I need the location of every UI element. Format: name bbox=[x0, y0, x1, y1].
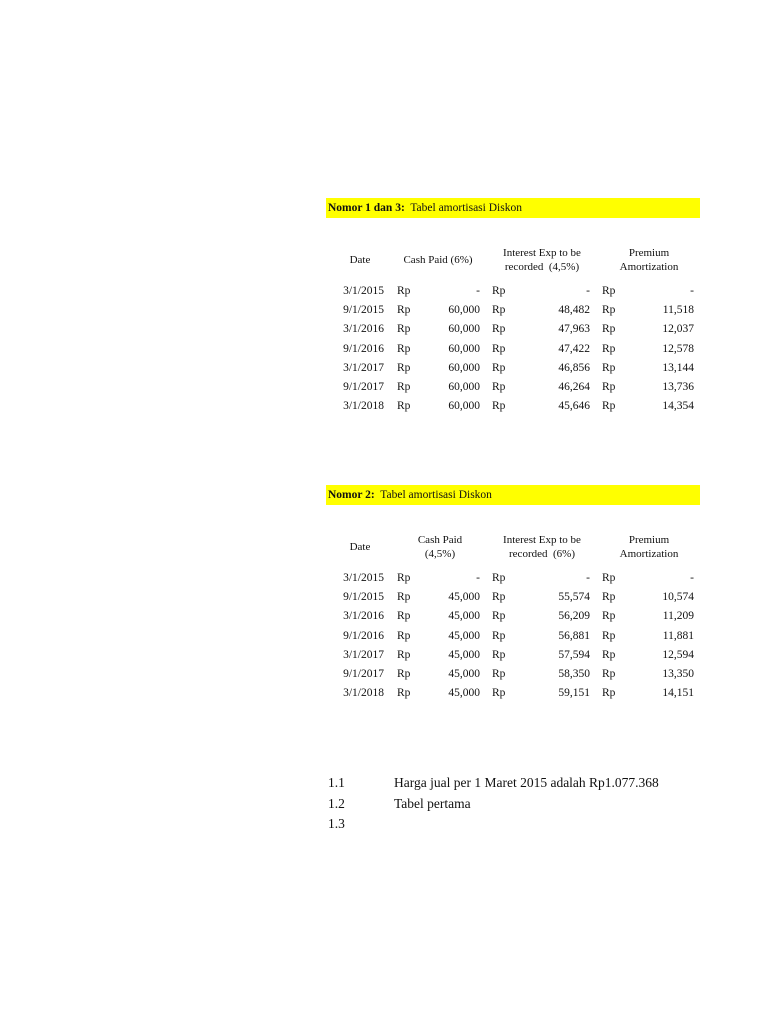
cell-currency: Rp bbox=[492, 342, 506, 355]
cell-premium: 11,881 bbox=[662, 629, 694, 642]
cell-interest: - bbox=[586, 285, 590, 297]
table-1-body bbox=[326, 282, 700, 416]
cell-currency: Rp bbox=[397, 648, 411, 661]
cell-premium: 13,736 bbox=[662, 380, 694, 393]
cell-cash-paid: 45,000 bbox=[448, 610, 480, 623]
header-interest-line2: recorded (4,5%) bbox=[504, 261, 580, 273]
cell-interest: 59,151 bbox=[558, 687, 590, 700]
table-row bbox=[326, 301, 700, 320]
table-2-header bbox=[326, 525, 700, 569]
cell-premium: - bbox=[690, 572, 694, 584]
cell-date: 3/1/2016 bbox=[343, 323, 384, 336]
cell-cash-paid: - bbox=[476, 285, 480, 297]
cell-interest: 46,856 bbox=[558, 361, 590, 374]
cell-currency: Rp bbox=[602, 342, 616, 355]
table-1-title bbox=[326, 198, 700, 218]
cell-currency: Rp bbox=[397, 629, 411, 642]
header-interest-line2: recorded (6%) bbox=[509, 548, 575, 560]
header-date: Date bbox=[349, 254, 371, 266]
cell-cash-paid: 60,000 bbox=[448, 342, 480, 355]
table-row bbox=[326, 282, 700, 301]
table-row bbox=[326, 607, 700, 626]
cell-currency: Rp bbox=[492, 610, 506, 623]
cell-date: 3/1/2016 bbox=[343, 610, 384, 623]
cell-currency: Rp bbox=[492, 380, 506, 393]
note-number: 1.1 bbox=[328, 775, 345, 790]
header-premium-line1: Premium bbox=[628, 534, 670, 546]
table-2-body bbox=[326, 569, 700, 703]
table-row bbox=[326, 627, 700, 646]
cell-premium: 10,574 bbox=[662, 591, 694, 604]
cell-date: 3/1/2018 bbox=[343, 400, 384, 413]
cell-currency: Rp bbox=[397, 361, 411, 374]
cell-premium: 13,144 bbox=[662, 361, 694, 374]
note-number: 1.2 bbox=[328, 795, 345, 811]
cell-cash-paid: 45,000 bbox=[448, 648, 480, 661]
table-row bbox=[326, 378, 700, 397]
cell-premium: 11,209 bbox=[662, 610, 694, 623]
cell-cash-paid: 45,000 bbox=[448, 687, 480, 700]
cell-premium: 11,518 bbox=[662, 304, 694, 317]
cell-cash-paid: 60,000 bbox=[448, 361, 480, 374]
cell-premium: 12,594 bbox=[662, 648, 694, 661]
cell-premium: 12,578 bbox=[662, 342, 694, 355]
header-interest bbox=[486, 533, 598, 561]
cell-premium: 14,151 bbox=[662, 687, 694, 700]
cell-date: 9/1/2017 bbox=[343, 667, 384, 680]
table-2-title-rest: Tabel amortisasi Diskon bbox=[380, 489, 492, 501]
cell-currency: Rp bbox=[602, 285, 616, 297]
table-row bbox=[326, 684, 700, 703]
header-premium-line1: Premium bbox=[628, 247, 670, 259]
cell-date: 3/1/2017 bbox=[343, 361, 384, 374]
table-row bbox=[326, 340, 700, 359]
cell-interest: 56,881 bbox=[558, 629, 590, 642]
amortization-table-1 bbox=[326, 198, 700, 416]
note-item bbox=[328, 794, 708, 815]
header-cash-line1: Cash Paid bbox=[417, 534, 463, 546]
cell-cash-paid: 45,000 bbox=[448, 629, 480, 642]
table-1-title-bold: Nomor 1 dan 3: bbox=[328, 202, 405, 214]
header-interest bbox=[486, 246, 598, 274]
table-row bbox=[326, 569, 700, 588]
note-number: 1.3 bbox=[328, 816, 345, 831]
header-premium bbox=[602, 246, 696, 274]
header-interest-line1: Interest Exp to be bbox=[503, 247, 581, 259]
cell-cash-paid: 45,000 bbox=[448, 667, 480, 680]
cell-date: 3/1/2017 bbox=[343, 648, 384, 661]
table-1-header bbox=[326, 238, 700, 282]
header-cash-paid bbox=[392, 533, 488, 561]
cell-currency: Rp bbox=[492, 591, 506, 604]
amortization-table-2 bbox=[326, 485, 700, 703]
note-text: Tabel pertama bbox=[394, 795, 471, 811]
cell-date: 9/1/2017 bbox=[343, 380, 384, 393]
cell-interest: 47,422 bbox=[558, 342, 590, 355]
cell-date: 9/1/2015 bbox=[343, 304, 384, 317]
cell-currency: Rp bbox=[602, 323, 616, 336]
header-cash-paid: Cash Paid (6%) bbox=[403, 254, 473, 266]
cell-currency: Rp bbox=[492, 361, 506, 374]
header-date: Date bbox=[349, 541, 371, 553]
note-item bbox=[328, 814, 708, 835]
cell-currency: Rp bbox=[492, 400, 506, 413]
cell-currency: Rp bbox=[397, 687, 411, 700]
header-premium-line2: Amortization bbox=[619, 548, 679, 560]
cell-currency: Rp bbox=[397, 610, 411, 623]
cell-cash-paid: 60,000 bbox=[448, 323, 480, 336]
cell-currency: Rp bbox=[492, 629, 506, 642]
cell-premium: 14,354 bbox=[662, 400, 694, 413]
cell-premium: 13,350 bbox=[662, 667, 694, 680]
cell-date: 3/1/2015 bbox=[343, 572, 384, 584]
cell-cash-paid: 45,000 bbox=[448, 591, 480, 604]
table-row bbox=[326, 397, 700, 416]
table-1-title-rest: Tabel amortisasi Diskon bbox=[410, 202, 522, 214]
cell-interest: 46,264 bbox=[558, 380, 590, 393]
table-row bbox=[326, 646, 700, 665]
cell-cash-paid: 60,000 bbox=[448, 400, 480, 413]
notes-list bbox=[328, 773, 708, 835]
cell-currency: Rp bbox=[492, 648, 506, 661]
cell-currency: Rp bbox=[397, 304, 411, 317]
cell-currency: Rp bbox=[492, 572, 506, 584]
cell-currency: Rp bbox=[602, 629, 616, 642]
table-2-title bbox=[326, 485, 700, 505]
cell-currency: Rp bbox=[397, 380, 411, 393]
cell-date: 9/1/2015 bbox=[343, 591, 384, 604]
note-item bbox=[328, 773, 708, 794]
cell-date: 9/1/2016 bbox=[343, 629, 384, 642]
cell-premium: - bbox=[690, 285, 694, 297]
cell-interest: 47,963 bbox=[558, 323, 590, 336]
cell-currency: Rp bbox=[492, 285, 506, 297]
cell-currency: Rp bbox=[602, 572, 616, 584]
cell-cash-paid: 60,000 bbox=[448, 380, 480, 393]
cell-currency: Rp bbox=[602, 591, 616, 604]
cell-premium: 12,037 bbox=[662, 323, 694, 336]
cell-interest: - bbox=[586, 572, 590, 584]
header-cash-line2: (4,5%) bbox=[424, 548, 456, 560]
cell-currency: Rp bbox=[397, 342, 411, 355]
cell-date: 3/1/2015 bbox=[343, 285, 384, 297]
cell-currency: Rp bbox=[492, 687, 506, 700]
cell-currency: Rp bbox=[602, 400, 616, 413]
table-row bbox=[326, 359, 700, 378]
header-premium bbox=[602, 533, 696, 561]
table-2-title-bold: Nomor 2: bbox=[328, 489, 375, 501]
cell-cash-paid: - bbox=[476, 572, 480, 584]
cell-currency: Rp bbox=[397, 400, 411, 413]
cell-interest: 55,574 bbox=[558, 591, 590, 604]
cell-currency: Rp bbox=[397, 285, 411, 297]
cell-currency: Rp bbox=[602, 361, 616, 374]
cell-currency: Rp bbox=[397, 323, 411, 336]
header-premium-line2: Amortization bbox=[619, 261, 679, 273]
cell-currency: Rp bbox=[602, 648, 616, 661]
cell-currency: Rp bbox=[602, 380, 616, 393]
cell-date: 3/1/2018 bbox=[343, 687, 384, 700]
cell-interest: 48,482 bbox=[558, 304, 590, 317]
cell-currency: Rp bbox=[397, 572, 411, 584]
cell-interest: 58,350 bbox=[558, 667, 590, 680]
cell-currency: Rp bbox=[492, 323, 506, 336]
cell-cash-paid: 60,000 bbox=[448, 304, 480, 317]
header-interest-line1: Interest Exp to be bbox=[503, 534, 581, 546]
cell-currency: Rp bbox=[602, 304, 616, 317]
table-row bbox=[326, 588, 700, 607]
cell-date: 9/1/2016 bbox=[343, 342, 384, 355]
table-row bbox=[326, 665, 700, 684]
cell-currency: Rp bbox=[397, 667, 411, 680]
cell-currency: Rp bbox=[492, 304, 506, 317]
cell-currency: Rp bbox=[602, 667, 616, 680]
cell-interest: 57,594 bbox=[558, 648, 590, 661]
note-text: Harga jual per 1 Maret 2015 adalah Rp1.077.368 bbox=[394, 775, 659, 790]
cell-currency: Rp bbox=[602, 610, 616, 623]
cell-currency: Rp bbox=[602, 687, 616, 700]
cell-interest: 45,646 bbox=[558, 400, 590, 413]
cell-currency: Rp bbox=[397, 591, 411, 604]
cell-interest: 56,209 bbox=[558, 610, 590, 623]
table-row bbox=[326, 320, 700, 339]
cell-currency: Rp bbox=[492, 667, 506, 680]
